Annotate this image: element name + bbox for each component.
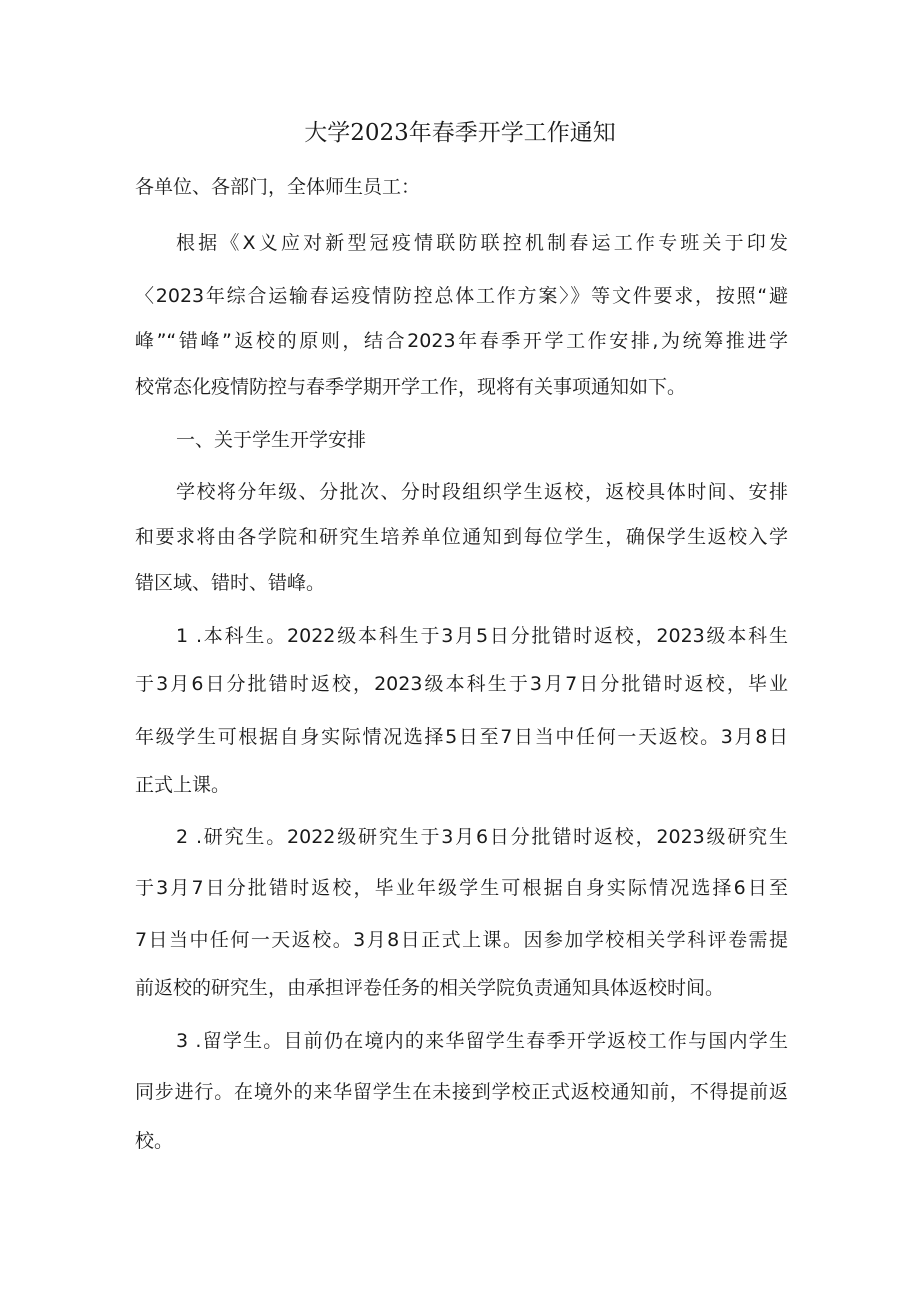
item3-line: 同步进行。在境外的来华留学生在未接到学校正式返校通知前，不得提前返 <box>135 1081 788 1103</box>
section-heading: 一、关于学生开学安排 <box>176 429 367 451</box>
section1-line: 学校将分年级、分批次、分时段组织学生返校，返校具体时间、安排 <box>176 481 788 503</box>
item2-line: 7日当中任何一天返校。3月8日正式上课。因参加学校相关学科评卷需提 <box>135 929 788 951</box>
intro-line: 〈2023年综合运输春运疫情防控总体工作方案〉》等文件要求，按照“避 <box>135 285 788 307</box>
section1-line: 错区域、错时、错峰。 <box>135 572 326 594</box>
intro-line: 峰”“错峰”返校的原则，结合2023年春季开学工作安排,为统筹推进学 <box>135 330 788 352</box>
item3-line: 校。 <box>135 1130 174 1152</box>
item1-line: 1 .本科生。2022级本科生于3月5日分批错时返校，2023级本科生 <box>176 625 788 647</box>
section1-line: 和要求将由各学院和研究生培养单位通知到每位学生，确保学生返校入学 <box>135 526 788 548</box>
item2-line: 2 .研究生。2022级研究生于3月6日分批错时返校，2023级研究生 <box>176 826 788 848</box>
item1-line: 于3月6日分批错时返校，2023级本科生于3月7日分批错时返校，毕业 <box>135 673 788 695</box>
item1-line: 年级学生可根据自身实际情况选择5日至7日当中任何一天返校。3月8日 <box>135 726 788 748</box>
intro-line: 校常态化疫情防控与春季学期开学工作，现将有关事项通知如下。 <box>135 376 687 398</box>
item2-line: 前返校的研究生，由承担评卷任务的相关学院负责通知具体返校时间。 <box>135 977 725 999</box>
salutation: 各单位、各部门，全体师生员工： <box>135 176 421 198</box>
item1-line: 正式上课。 <box>135 774 231 796</box>
item3-line: 3 .留学生。目前仍在境内的来华留学生春季开学返校工作与国内学生 <box>176 1030 788 1052</box>
intro-line: 根据《X义应对新型冠疫情联防联控机制春运工作专班关于印发 <box>176 232 788 254</box>
item2-line: 于3月7日分批错时返校，毕业年级学生可根据自身实际情况选择6日至 <box>135 877 788 899</box>
document-title: 大学2023年春季开学工作通知 <box>304 120 616 146</box>
